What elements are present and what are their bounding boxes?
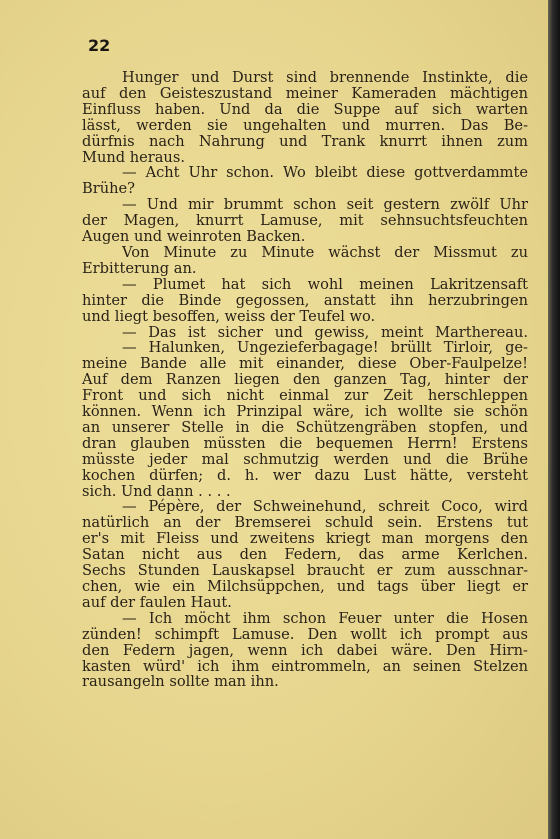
text-line: — Das ist sicher und gewiss, meint Marthereau. xyxy=(122,323,528,341)
text-line: — Halunken, Ungezieferbagage! brüllt Tirloir, ge- xyxy=(122,339,528,357)
body-text xyxy=(82,70,528,690)
text-line: dran glauben müssten die bequemen Herrn! Erstens xyxy=(82,434,528,452)
text-line: sich. Und dann . . . . xyxy=(82,482,231,500)
page-number: 22 xyxy=(88,36,111,55)
text-line: und liegt besoffen, weiss der Teufel wo. xyxy=(82,307,376,325)
text-line: lässt, werden sie ungehalten und murren. Das Be- xyxy=(82,116,528,134)
text-line: Mund heraus. xyxy=(82,148,185,166)
text-line: Hunger und Durst sind brennende Instinkte, die xyxy=(122,69,528,86)
text-line: Auf dem Ranzen liegen den ganzen Tag, hinter der xyxy=(82,371,528,389)
text-line: den Federn jagen, wenn ich dabei wäre. Den Hirn- xyxy=(82,641,528,659)
text-line: können. Wenn ich Prinzipal wäre, ich wollte sie schön xyxy=(82,403,528,421)
text-line: Brühe? xyxy=(82,180,135,198)
text-line: Einfluss haben. Und da die Suppe auf sich warten xyxy=(82,100,528,118)
text-line: — Acht Uhr schon. Wo bleibt diese gottverdammte xyxy=(122,164,528,182)
text-line: — Pépère, der Schweinehund, schreit Coco, wird xyxy=(122,498,528,516)
text-line: an unserer Stelle in die Schützengräben stopfen, und xyxy=(82,418,528,436)
text-line: müsste jeder mal schmutzig werden und die Brühe xyxy=(82,450,528,468)
text-line: Sechs Stunden Lauskapsel braucht er zum ausschnar- xyxy=(82,562,528,580)
text-line: Augen und weinroten Backen. xyxy=(82,228,306,246)
text-line: natürlich an der Bremserei schuld sein. Erstens tut xyxy=(82,514,528,532)
text-line: der Magen, knurrt Lamuse, mit sehnsuchtsfeuchten xyxy=(82,212,528,230)
text-line: auf der faulen Haut. xyxy=(82,593,232,611)
text-line: er's mit Fleiss und zweitens kriegt man morgens den xyxy=(82,530,528,548)
book-spine-edge xyxy=(548,0,560,839)
text-line: kochen dürfen; d. h. wer dazu Lust hätte, versteht xyxy=(82,466,528,484)
text-line: — Ich möcht ihm schon Feuer unter die Hosen xyxy=(122,609,528,627)
text-line: rausangeln sollte man ihn. xyxy=(82,673,279,691)
text-line: meine Bande alle mit einander, diese Ober-Faulpelze! xyxy=(82,355,528,373)
text-line: Satan nicht aus den Federn, das arme Kerlchen. xyxy=(82,546,528,564)
text-line: dürfnis nach Nahrung und Trank knurrt ihnen zum xyxy=(82,132,528,150)
text-line: auf den Geisteszustand meiner Kameraden mächtigen xyxy=(82,84,528,102)
text-line: chen, wie ein Milchsüppchen, und tags über liegt er xyxy=(82,578,528,595)
text-line: hinter die Binde gegossen, anstatt ihn herzubringen xyxy=(82,291,528,309)
text-line: — Plumet hat sich wohl meinen Lakritzensaft xyxy=(122,275,528,293)
text-line: Front und sich nicht einmal zur Zeit herschleppen xyxy=(82,387,528,405)
text-line: kasten würd' ich ihm eintrommeln, an seinen Stelzen xyxy=(82,657,528,675)
text-line: Von Minute zu Minute wächst der Missmut zu xyxy=(122,243,528,261)
text-line: zünden! schimpft Lamuse. Den wollt ich prompt aus xyxy=(82,625,528,643)
text-line: — Und mir brummt schon seit gestern zwölf Uhr xyxy=(122,196,528,214)
text-line: Erbitterung an. xyxy=(82,259,197,277)
